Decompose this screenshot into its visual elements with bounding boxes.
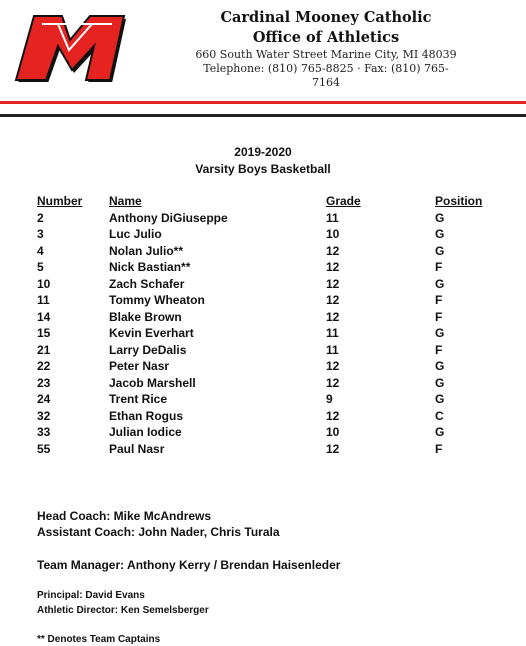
table-row bbox=[37, 342, 497, 359]
table-row bbox=[37, 408, 497, 425]
principal: Principal: David Evans bbox=[37, 590, 145, 601]
player-grade: 12 bbox=[326, 359, 340, 373]
header-grade: Grade bbox=[326, 194, 361, 208]
player-number: 24 bbox=[37, 392, 51, 406]
player-grade: 12 bbox=[326, 276, 340, 291]
player-name: Anthony DiGiuseppe bbox=[109, 210, 228, 225]
athletic-director: Athletic Director: Ken Semelsberger bbox=[37, 605, 209, 616]
player-position: C bbox=[435, 408, 444, 423]
divider-red bbox=[0, 101, 526, 104]
player-number: 23 bbox=[37, 375, 51, 390]
player-number: 14 bbox=[37, 309, 51, 324]
player-grade: 12 bbox=[326, 309, 340, 324]
player-position: F bbox=[435, 260, 443, 274]
player-name: Blake Brown bbox=[109, 309, 182, 324]
player-grade: 12 bbox=[326, 375, 340, 390]
player-number: 10 bbox=[37, 276, 51, 291]
player-position: G bbox=[435, 425, 445, 439]
player-position: F bbox=[435, 342, 443, 357]
player-position: F bbox=[435, 293, 443, 307]
player-name: Peter Nasr bbox=[109, 359, 170, 373]
table-row bbox=[37, 441, 497, 458]
player-name: Kevin Everhart bbox=[109, 326, 194, 340]
assistant-coach: Assistant Coach: John Nader, Chris Turala bbox=[37, 525, 280, 539]
player-name: Zach Schafer bbox=[109, 276, 185, 291]
player-name: Larry DeDalis bbox=[109, 342, 187, 357]
player-name: Tommy Wheaton bbox=[109, 293, 205, 307]
player-grade: 12 bbox=[326, 243, 340, 258]
player-position: G bbox=[435, 227, 445, 241]
school-name: Cardinal Mooney Catholic bbox=[220, 9, 432, 26]
roster-table bbox=[37, 193, 497, 457]
header-number: Number bbox=[37, 194, 83, 208]
player-number: 3 bbox=[37, 227, 44, 241]
player-grade: 11 bbox=[326, 210, 339, 225]
player-name: Julian Iodice bbox=[109, 425, 182, 439]
table-row bbox=[37, 424, 497, 441]
header-name: Name bbox=[109, 194, 142, 208]
table-row bbox=[37, 292, 497, 309]
captains-footnote: ** Denotes Team Captains bbox=[37, 634, 161, 645]
player-number: 55 bbox=[37, 441, 51, 456]
player-grade: 9 bbox=[326, 392, 333, 406]
player-position: F bbox=[435, 441, 443, 456]
table-row bbox=[37, 210, 497, 227]
player-grade: 12 bbox=[326, 408, 340, 423]
player-position: G bbox=[435, 392, 445, 406]
player-name: Luc Julio bbox=[109, 227, 162, 241]
table-row bbox=[37, 391, 497, 408]
school-address: 660 South Water Street Marine City, MI 48039 bbox=[195, 48, 457, 61]
player-number: 33 bbox=[37, 425, 51, 439]
letterhead bbox=[194, 8, 458, 90]
player-number: 32 bbox=[37, 408, 51, 423]
table-row bbox=[37, 325, 497, 342]
divider-black bbox=[0, 114, 526, 117]
team-manager: Team Manager: Anthony Kerry / Brendan Haisenleder bbox=[37, 558, 341, 572]
player-number: 4 bbox=[37, 243, 44, 258]
school-phone: Telephone: (810) 765-8825 · Fax: (810) 765-7164 bbox=[203, 62, 449, 89]
player-grade: 12 bbox=[326, 293, 340, 307]
player-name: Nick Bastian** bbox=[109, 260, 191, 274]
red-m-logo-icon bbox=[12, 8, 128, 82]
player-name: Ethan Rogus bbox=[109, 408, 183, 423]
player-position: G bbox=[435, 243, 445, 258]
player-number: 5 bbox=[37, 260, 44, 274]
player-number: 2 bbox=[37, 210, 44, 225]
player-position: G bbox=[435, 359, 445, 373]
office-name: Office of Athletics bbox=[252, 29, 400, 46]
player-number: 22 bbox=[37, 359, 51, 373]
player-grade: 10 bbox=[326, 227, 340, 241]
player-number: 21 bbox=[37, 342, 51, 357]
table-row bbox=[37, 358, 497, 375]
player-grade: 12 bbox=[326, 441, 340, 456]
player-grade: 10 bbox=[326, 425, 340, 439]
player-position: G bbox=[435, 326, 445, 340]
team-label: Varsity Boys Basketball bbox=[195, 162, 331, 176]
player-number: 15 bbox=[37, 326, 51, 340]
table-row bbox=[37, 309, 497, 326]
season-label: 2019-2020 bbox=[234, 145, 292, 159]
player-grade: 12 bbox=[326, 260, 340, 274]
table-row bbox=[37, 375, 497, 392]
player-position: F bbox=[435, 309, 443, 324]
player-grade: 11 bbox=[326, 342, 339, 357]
roster-header-row bbox=[37, 193, 497, 210]
header-position: Position bbox=[435, 194, 483, 208]
player-name: Jacob Marshell bbox=[109, 375, 196, 390]
player-name: Paul Nasr bbox=[109, 441, 165, 456]
table-row bbox=[37, 276, 497, 293]
player-name: Nolan Julio** bbox=[109, 243, 184, 258]
player-position: G bbox=[435, 210, 445, 225]
table-row bbox=[37, 226, 497, 243]
table-row bbox=[37, 259, 497, 276]
roster-title bbox=[0, 144, 526, 178]
player-position: G bbox=[435, 276, 445, 291]
head-coach: Head Coach: Mike McAndrews bbox=[37, 509, 212, 523]
player-grade: 11 bbox=[326, 326, 339, 340]
player-name: Trent Rice bbox=[109, 392, 168, 406]
player-position: G bbox=[435, 375, 445, 390]
player-number: 11 bbox=[37, 293, 50, 307]
table-row bbox=[37, 243, 497, 260]
roster-body bbox=[37, 210, 497, 458]
